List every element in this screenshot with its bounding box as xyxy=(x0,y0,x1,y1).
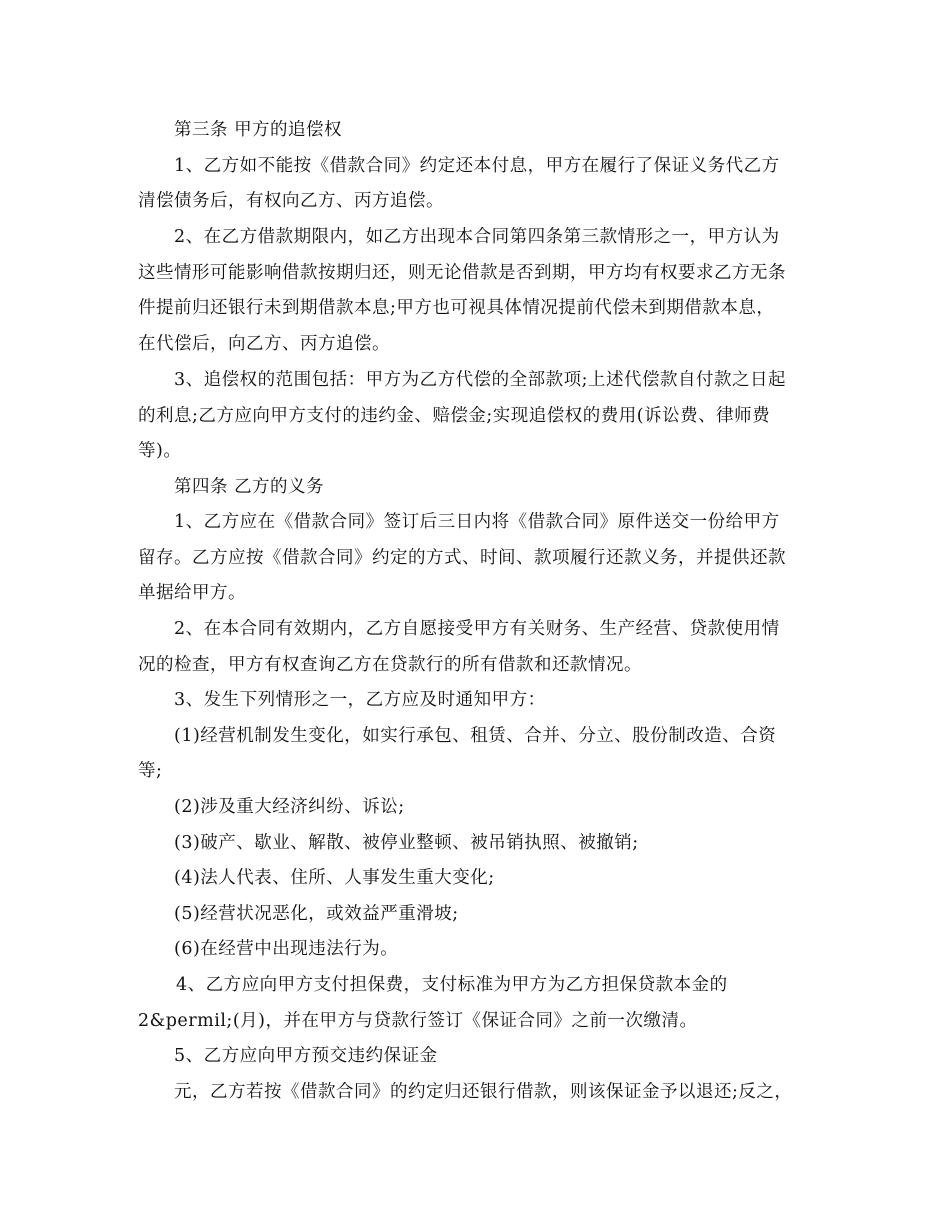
paragraph-line: 2&permil;(月)，并在甲方与贷款行签订《保证合同》之前一次缴清。 xyxy=(138,1011,698,1031)
paragraph-line: 况的检查，甲方有权查询乙方在贷款行的所有借款和还款情况。 xyxy=(138,655,642,675)
paragraph-line: 等)。 xyxy=(138,441,182,461)
paragraph-line: 单据给甲方。 xyxy=(138,583,246,603)
list-item: (5)经营状况恶化，或效益严重滑坡; xyxy=(174,904,459,924)
list-item: (4)法人代表、住所、人事发生重大变化; xyxy=(174,868,495,888)
paragraph-line: 清偿债务后，有权向乙方、丙方追偿。 xyxy=(138,191,444,211)
list-item-continuation: 等; xyxy=(138,761,163,781)
paragraph-line: 这些情形可能影响借款按期归还，则无论借款是否到期，甲方均有权要求乙方无条 xyxy=(138,263,786,283)
paragraph-line: 2、在本合同有效期内，乙方自愿接受甲方有关财务、生产经营、贷款使用情 xyxy=(174,619,780,639)
paragraph-line: 2、在乙方借款期限内，如乙方出现本合同第四条第三款情形之一，甲方认为 xyxy=(174,227,780,247)
list-item: (1)经营机制发生变化，如实行承包、租赁、合并、分立、股份制改造、合资 xyxy=(174,726,777,746)
paragraph-line: 1、乙方应在《借款合同》签订后三日内将《借款合同》原件送交一份给甲方 xyxy=(174,512,780,532)
list-item: (2)涉及重大经济纠纷、诉讼; xyxy=(174,797,405,817)
section-heading-article-3: 第三条 甲方的追偿权 xyxy=(174,120,343,140)
paragraph-line: 的利息;乙方应向甲方支付的违约金、赔偿金;实现追偿权的费用(诉讼费、律师费 xyxy=(138,406,771,426)
paragraph-line: 元，乙方若按《借款合同》的约定归还银行借款，则该保证金予以退还;反之， xyxy=(174,1082,793,1102)
paragraph-line: 件提前归还银行未到期借款本息;甲方也可视具体情况提前代偿未到期借款本息， xyxy=(138,298,775,318)
paragraph-line: 1、乙方如不能按《借款合同》约定还本付息，甲方在履行了保证义务代乙方 xyxy=(174,156,780,176)
paragraph-line: 3、追偿权的范围包括：甲方为乙方代偿的全部款项;上述代偿款自付款之日起 xyxy=(174,370,787,390)
list-item: (6)在经营中出现违法行为。 xyxy=(174,939,399,959)
section-heading-article-4: 第四条 乙方的义务 xyxy=(174,477,325,497)
paragraph-line: 4、乙方应向甲方支付担保费，支付标准为甲方为乙方担保贷款本金的 xyxy=(176,975,728,995)
paragraph-line: 留存。乙方应按《借款合同》约定的方式、时间、款项履行还款义务，并提供还款 xyxy=(138,548,786,568)
list-item: (3)破产、歇业、解散、被停业整顿、被吊销执照、被撤销; xyxy=(174,833,639,853)
paragraph-line: 在代偿后，向乙方、丙方追偿。 xyxy=(138,334,390,354)
paragraph-line: 5、乙方应向甲方预交违约保证金 xyxy=(174,1046,438,1066)
paragraph-line: 3、发生下列情形之一，乙方应及时通知甲方： xyxy=(174,690,546,710)
